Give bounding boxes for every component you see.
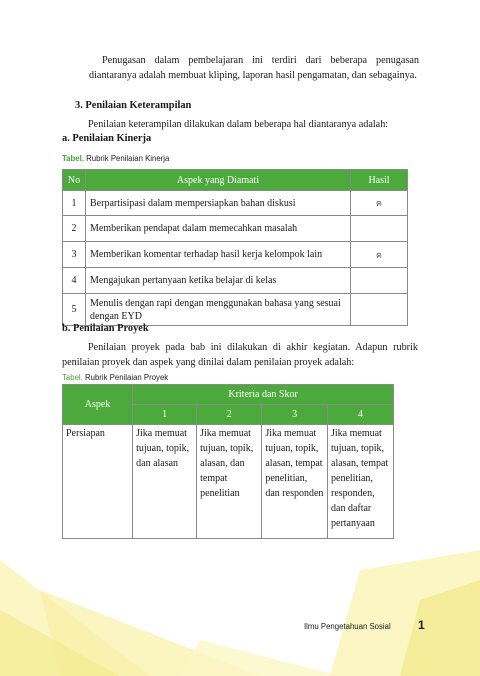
row-hasil: [351, 268, 408, 294]
header-hasil: Hasil: [351, 170, 408, 191]
criteria-cell-3: Jika memuat tujuan, topik, alasan, tempat penelitian, dan responden: [262, 425, 328, 539]
table-1-caption: [62, 154, 169, 163]
page-number: 1: [418, 618, 425, 632]
decorative-yellow-triangles: [0, 540, 480, 676]
table-header-row: [63, 170, 408, 191]
table-header-row: [63, 385, 394, 405]
check-mark-icon: ฅ: [351, 242, 408, 268]
criteria-cell-4: Jika memuat tujuan, topik, alasan, tempat penelitian, responden, dan daftar pertanyaan: [328, 425, 394, 539]
sub-b-text: Penilaian proyek pada bab ini dilakukan di akhir kegiatan. Adapun rubrik penilaian proyek dan aspek yang dinilai dalam penilaian proyek adalah:: [62, 342, 418, 368]
row-aspek: Berpartisipasi dalam mempersiapkan bahan diskusi: [86, 191, 351, 216]
header-aspek: Aspek: [63, 385, 133, 425]
score-1: 1: [133, 405, 197, 425]
score-3: 3: [262, 405, 328, 425]
section-3-heading: 3. Penilaian Keterampilan: [75, 100, 192, 111]
table-row: [63, 216, 408, 242]
row-no: 4: [63, 268, 86, 294]
sub-a-heading: a. Penilaian Kinerja: [62, 133, 152, 144]
book-title: Ilmu Pengetahuan Sosial: [304, 622, 391, 631]
header-aspek: Aspek yang Diamati: [86, 170, 351, 191]
proyek-table: [62, 384, 394, 539]
row-aspek: Persiapan: [63, 425, 133, 539]
check-mark-icon: ฅ: [351, 191, 408, 216]
sub-b-heading: b. Penilaian Proyek: [62, 323, 149, 334]
row-aspek: Memberikan pendapat dalam memecahkan masalah: [86, 216, 351, 242]
score-4: 4: [328, 405, 394, 425]
section-3-text: Penilaian keterampilan dilakukan dalam beberapa hal diantaranya adalah:: [88, 119, 389, 130]
table-row: [63, 425, 394, 539]
caption-label: Tabel.: [62, 154, 84, 163]
caption-label: Tabel.: [62, 373, 83, 382]
row-no: 2: [63, 216, 86, 242]
caption-text: Rubrik Penilaian Kinerja: [86, 154, 170, 163]
table-2-caption: [62, 373, 168, 382]
header-kriteria: Kriteria dan Skor: [133, 385, 394, 405]
table-row: [63, 191, 408, 216]
row-hasil: [351, 294, 408, 326]
criteria-cell-1: Jika memuat tujuan, topik, dan alasan: [133, 425, 197, 539]
row-hasil: [351, 216, 408, 242]
header-no: No: [63, 170, 86, 191]
table-row: [63, 294, 408, 326]
row-no: 1: [63, 191, 86, 216]
kinerja-table: [62, 169, 408, 326]
criteria-cell-2: Jika memuat tujuan, topik, alasan, dan tempat penelitian: [197, 425, 262, 539]
table-row: [63, 268, 408, 294]
row-aspek: Mengajukan pertanyaan ketika belajar di kelas: [86, 268, 351, 294]
row-no: 5: [63, 294, 86, 326]
score-2: 2: [197, 405, 262, 425]
caption-text: Rubrik Penilaian Proyek: [84, 373, 169, 382]
intro-paragraph: Penugasan dalam pembelajaran ini terdiri dari beberapa penugasan diantaranya adalah membuat kliping, laporan hasil pengamatan, dan sebagainya.: [89, 55, 419, 81]
table-row: [63, 242, 408, 268]
row-aspek: Memberikan komentar terhadap hasil kerja kelompok lain: [86, 242, 351, 268]
row-no: 3: [63, 242, 86, 268]
row-aspek: Menulis dengan rapi dengan menggunakan bahasa yang sesuai dengan EYD: [86, 294, 351, 326]
